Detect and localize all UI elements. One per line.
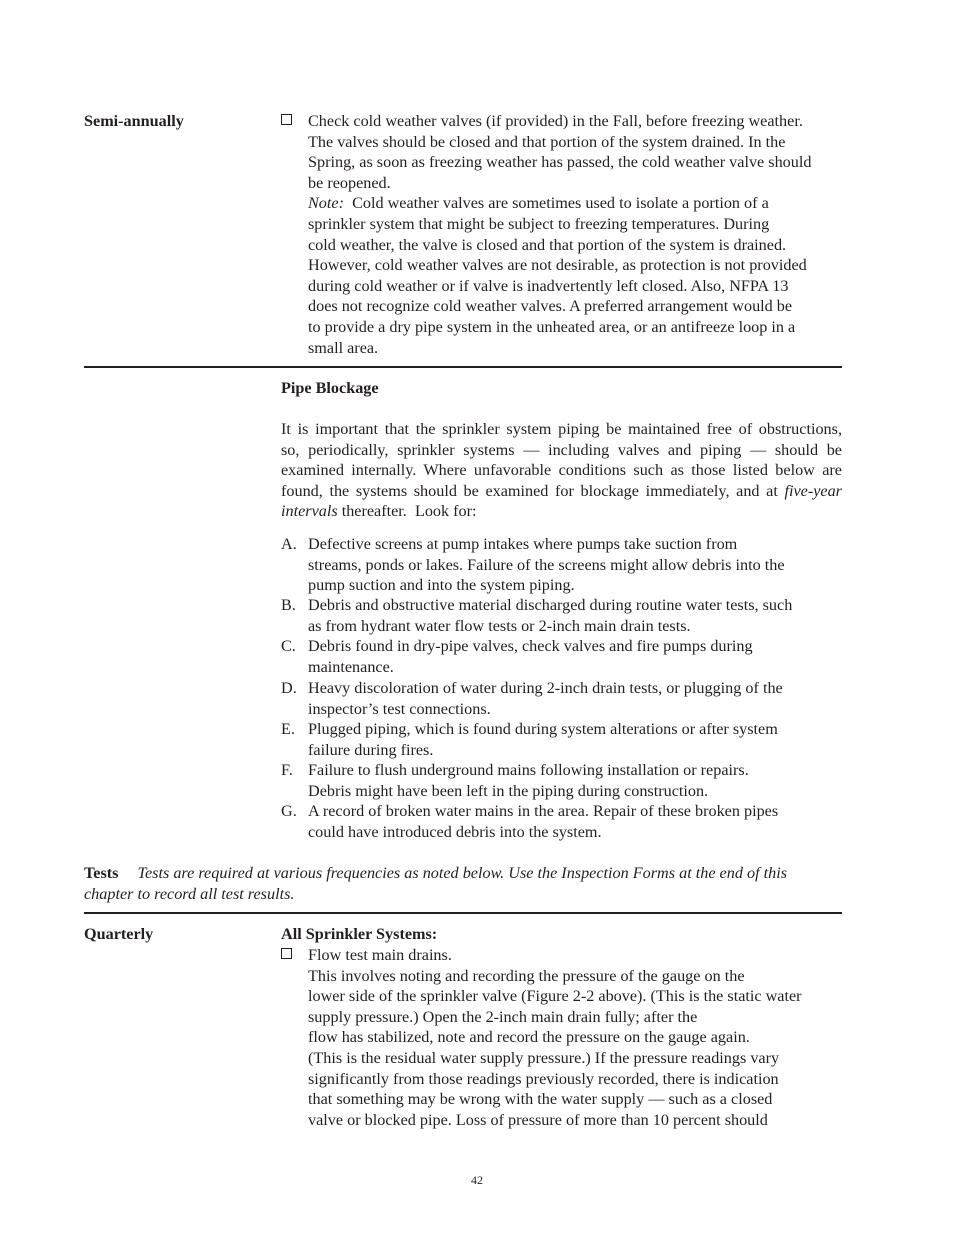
text-line: (This is the residual water supply pressure.) If the pressure readings vary: [308, 1048, 780, 1067]
text-run: found, the systems should be examined for blockage immediately, and at: [281, 481, 785, 500]
text-line: inspector’s test connections.: [308, 699, 491, 718]
check-label: Flow test main drains.: [308, 946, 452, 964]
text-line: that something may be wrong with the water supply — such as a closed: [308, 1090, 773, 1109]
text-line: Debris and obstructive material discharged during routine water tests, such: [308, 596, 793, 614]
text-line: valve or blocked pipe. Loss of pressure of more than 10 percent should: [308, 1110, 768, 1129]
text-line: could have introduced debris into the system.: [308, 822, 602, 841]
text-line: [84, 863, 842, 884]
text-line: examined internally. Where unfavorable conditions such as those listed below are: [281, 461, 842, 480]
text-line: streams, ponds or lakes. Failure of the screens might allow debris into the: [308, 555, 785, 574]
text-line: Defective screens at pump intakes where pumps take suction from: [308, 535, 738, 553]
text-line: Spring, as soon as freezing weather has passed, the cold weather valve should: [308, 153, 812, 172]
text-line: supply pressure.) Open the 2-inch main drain fully; after the: [308, 1007, 698, 1026]
text-line: The valves should be closed and that portion of the system drained. In the: [308, 132, 786, 151]
pipe-blockage-paragraph: [281, 419, 842, 522]
semiannual-text: [308, 111, 842, 358]
semiannual-checkbox[interactable]: [281, 114, 292, 125]
page-number: 42: [471, 1173, 483, 1187]
tests-label: Tests: [84, 864, 119, 882]
text-line: [281, 481, 842, 502]
text-line: Heavy discoloration of water during 2-inch drain tests, or plugging of the: [308, 679, 783, 697]
section-divider: [84, 366, 842, 368]
list-item: [308, 636, 842, 677]
text-line: Check cold weather valves (if provided) in the Fall, before freezing weather.: [308, 112, 803, 130]
note-label: Note:: [308, 194, 344, 213]
note-first-line: Cold weather valves are sometimes used to isolate a portion of a: [343, 194, 769, 213]
text-line: [84, 884, 842, 905]
semiannual-label: Semi-annually: [84, 112, 184, 130]
text-line: significantly from those readings previously recorded, there is indication: [308, 1069, 779, 1088]
list-letter: C.: [281, 637, 296, 655]
section-divider: [84, 912, 842, 914]
text-line: so, periodically, sprinkler systems — including valves and piping — should be: [281, 440, 842, 459]
text-line: lower side of the sprinkler valve (Figure 2-2 above). (This is the static water: [308, 987, 802, 1006]
list-letter: A.: [281, 535, 297, 553]
list-letter: F.: [281, 761, 293, 779]
list-item: [308, 760, 842, 801]
list-item: [308, 595, 842, 636]
text-line: failure during fires.: [308, 740, 434, 759]
text-run: thereafter. Look for:: [337, 502, 477, 521]
quarterly-heading: All Sprinkler Systems:: [281, 925, 438, 943]
text-line: It is important that the sprinkler system piping be maintained free of obstructions,: [281, 420, 842, 438]
list-letter: B.: [281, 596, 296, 614]
text-line: small area.: [308, 338, 379, 357]
text-line: Failure to flush underground mains following installation or repairs.: [308, 761, 749, 779]
text-line: flow has stabilized, note and record the pressure on the gauge again.: [308, 1028, 750, 1047]
list-item: [308, 678, 842, 719]
emphasis: intervals: [281, 502, 338, 521]
text-line: This involves noting and recording the pressure of the gauge on the: [308, 966, 745, 985]
text-line: cold weather, the valve is closed and that portion of the system is drained.: [308, 235, 787, 254]
text-line: to provide a dry pipe system in the unheated area, or an antifreeze loop in a: [308, 317, 796, 336]
text-line: as from hydrant water flow tests or 2-inch main drain tests.: [308, 616, 691, 635]
emphasis: five-year: [784, 481, 842, 500]
text-line: pump suction and into the system piping.: [308, 576, 575, 595]
list-letter: E.: [281, 720, 295, 738]
text-line: does not recognize cold weather valves. A preferred arrangement would be: [308, 297, 793, 316]
pipe-blockage-heading: Pipe Blockage: [281, 379, 379, 397]
tests-intro-line1: Tests are required at various frequencies as noted below. Use the Inspection Forms at the end of this: [137, 864, 788, 882]
list-item: [308, 719, 842, 760]
text-line: Debris found in dry-pipe valves, check valves and fire pumps during: [308, 637, 753, 655]
quarterly-label: Quarterly: [84, 925, 154, 943]
text-line: during cold weather or if valve is inadvertently left closed. Also, NFPA 13: [308, 276, 789, 295]
list-letter: D.: [281, 679, 297, 697]
tests-intro: [84, 863, 842, 904]
text-line: be reopened.: [308, 173, 391, 192]
text-line: sprinkler system that might be subject to freezing temperatures. During: [308, 214, 770, 233]
list-item: [308, 534, 842, 596]
quarterly-checkbox[interactable]: [281, 948, 292, 959]
quarterly-text: [308, 945, 842, 1130]
tests-intro-line2: chapter to record all test results.: [84, 884, 295, 903]
text-line: [281, 501, 842, 522]
text-line: Plugged piping, which is found during system alterations or after system: [308, 720, 778, 738]
text-line: Debris might have been left in the piping during construction.: [308, 781, 709, 800]
text-line: A record of broken water mains in the area. Repair of these broken pipes: [308, 802, 779, 820]
list-letter: G.: [281, 802, 297, 820]
text-line: However, cold weather valves are not desirable, as protection is not provided: [308, 256, 807, 275]
note-line: [308, 193, 842, 214]
text-line: maintenance.: [308, 657, 394, 676]
list-item: [308, 801, 842, 842]
